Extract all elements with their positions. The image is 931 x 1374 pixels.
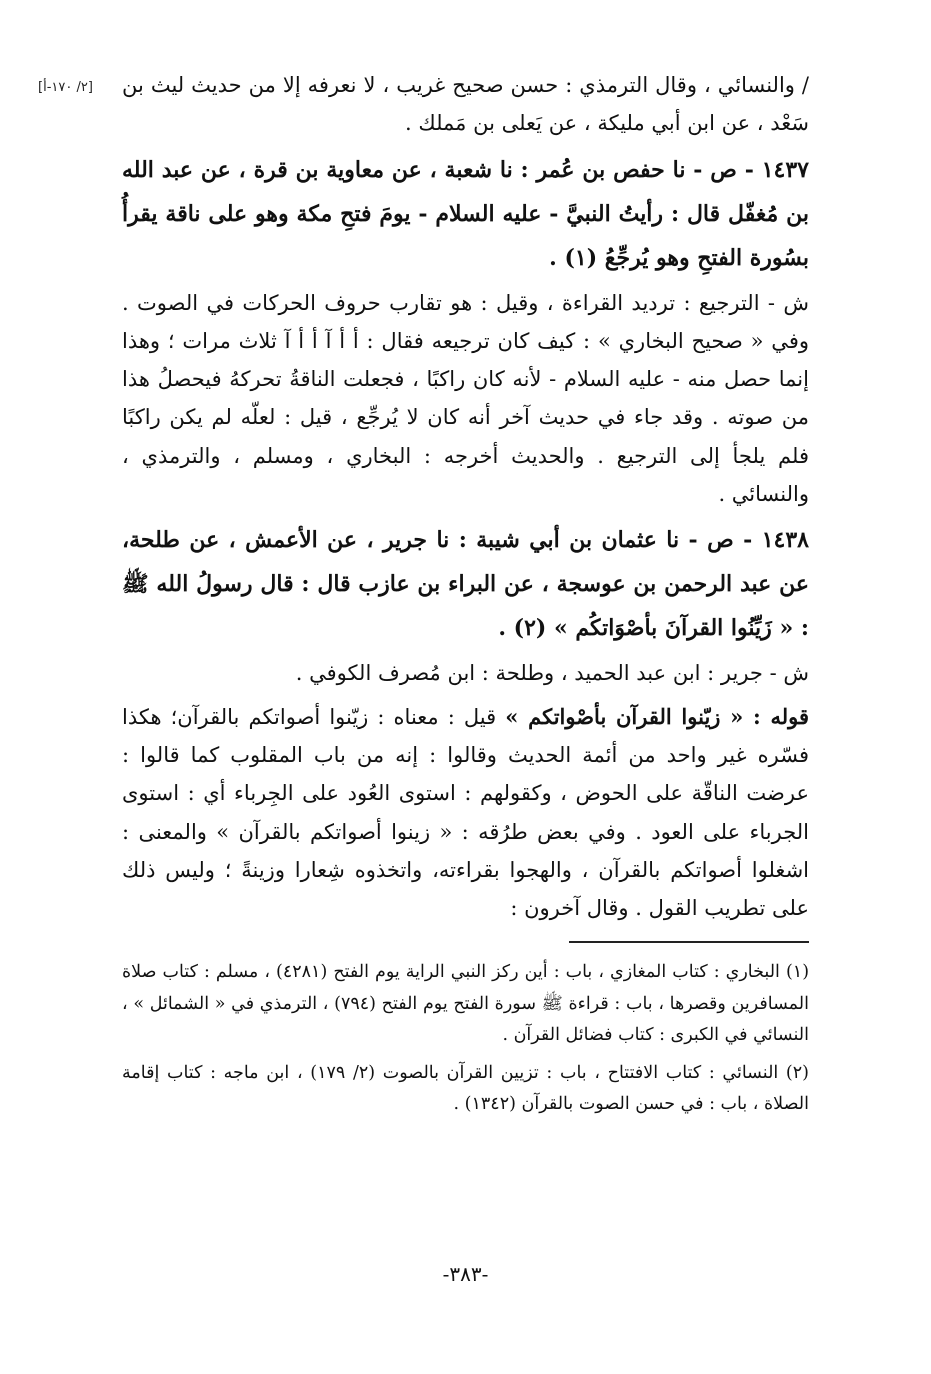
page-number: -٣٨٣-: [442, 1262, 489, 1286]
qawluhu-label: قوله : « زيّنوا القرآن بأصْواتكم »: [505, 703, 809, 729]
paragraph-continuation: / والنسائي ، وقال الترمذي : حسن صحيح غريب ، لا نعرفه إلا من حديث ليث بن سَعْد ، عن ابن أبي مليكة ، عن يَعلى بن مَملك .: [122, 73, 809, 136]
manuscript-margin-reference: [٢/ ١٧٠-أ]: [38, 80, 93, 95]
footnote-1: (١) البخاري : كتاب المغازي ، باب : أين ركز النبي الراية يوم الفتح (٤٢٨١) ، مسلم : كتاب صلاة المسافرين وقصرها ، باب : قراءة ﷺ سورة الفتح يوم الفتح (٧٩٤) ، الترمذي في « الشمائل » ، النسائي في الكبرى : كتاب فضائل القرآن .: [122, 962, 810, 1046]
qawluhu-text: قيل : معناه : زيّنوا أصواتكم بالقرآن؛ هكذا فسّره غير واحد من أئمة الحديث وقالوا : إنه من باب المقلوب كما قالوا : عرضت الناقّة على الحوض ، وكقولهم : استوى العُود على الجِرباء أي : استوى الجرباء على العود . وفي بعض طرُقه : « زينوا أصواتكم بالقرآن » والمعنى : اشغلوا أصواتكم بالقرآن ، والهجوا بقراءته، واتخذوه شِعارا وزينةً ؛ وليس ذلك على تطريب القول . وقال آخرون :: [122, 704, 809, 921]
commentary-qawluhu: [122, 698, 809, 928]
commentary-1438: ش - جرير : ابن عبد الحميد ، وطلحة : ابن مُصرف الكوفي .: [295, 661, 809, 686]
hadith-1437: ١٤٣٧ - ص - نا حفص بن عُمر : نا شعبة ، عن معاوية بن قرة ، عن عبد الله بن مُغفّل قال : رأيتُ النبيَّ - عليه السلام - يومَ فتحِ مكة وهو على ناقة يقرأُ بسُورة الفتحِ وهو يُرجِّعُ (١) .: [122, 156, 809, 271]
commentary-1437: ش - الترجيع : ترديد القراءة ، وقيل : هو تقارب حروف الحركات في الصوت . وفي « صحيح البخاري » : كيف كان ترجيعه فقال : أ أ آ أ أ آ ثلاث مرات ؛ وهذا إنما حصل منه - عليه السلام - لأنه كان راكبًا ، فجعلت الناقةُ تحركهُ فيحصلُ هذا من صوته . وقد جاء في حديث آخر أنه كان لا يُرجِّع ، قيل : لعلّه لم يكن راكبًا فلم يلجأ إلى الترجيع . والحديث أخرجه : البخاري ، ومسلم ، والترمذي ، والنسائي .: [122, 290, 809, 507]
footnote-2: (٢) النسائي : كتاب الافتتاح ، باب : تزيين القرآن بالصوت (٢/ ١٧٩) ، ابن ماجه : كتاب إقامة الصلاة ، باب : في حسن الصوت بالقرآن (١٣٤٢) .: [122, 1062, 809, 1115]
hadith-1438: ١٤٣٨ - ص - نا عثمان بن أبي شيبة : نا جرير ، عن الأعمش ، عن طلحة، عن عبد الرحمن بن عوسجة ، عن البراء بن عازب قال : قال رسولُ الله ﷺ : « زَيِّنُوا القرآنَ بأصْوَاتكُم » (٢) .: [122, 527, 809, 642]
footnote-divider: [569, 941, 809, 943]
